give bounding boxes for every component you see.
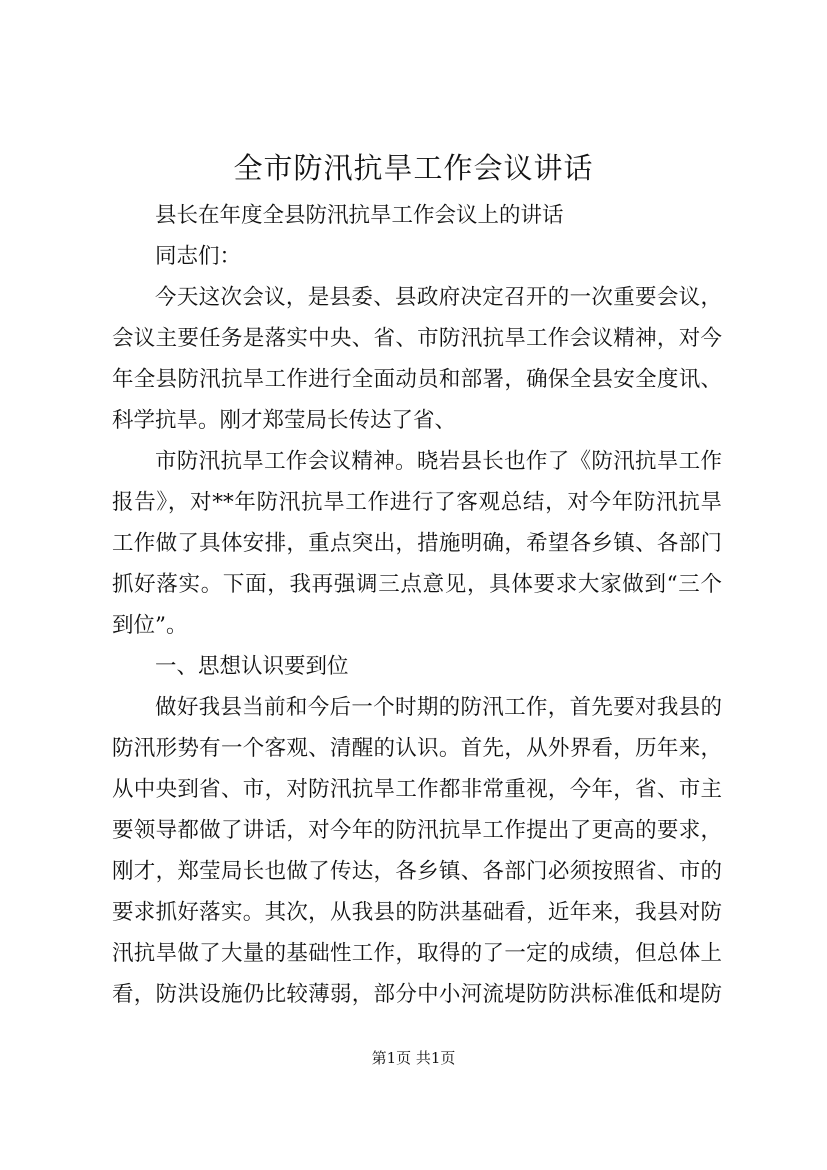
text-line: 同志们： — [155, 244, 242, 269]
text-line: 今天这次会议，是县委、县政府决定召开的一次重要会议， — [155, 285, 722, 310]
text-line: 会议主要任务是落实中央、省、市防汛抗旱工作会议精神，对今 — [112, 326, 722, 351]
text-line: 从中央到省、市，对防汛抗旱工作都非常重视，今年，省、市主 — [112, 777, 722, 802]
text-line: 到位”。 — [112, 613, 188, 638]
document-title: 全市防汛抗旱工作会议讲话 — [233, 151, 594, 185]
page-footer: 第1页 共1页 — [371, 1049, 456, 1067]
text-line: 市防汛抗旱工作会议精神。晓岩县长也作了《防汛抗旱工作 — [155, 449, 722, 474]
text-line: 科学抗旱。刚才郑莹局长传达了省、 — [112, 408, 457, 433]
text-line: 要领导都做了讲话，对今年的防汛抗旱工作提出了更高的要求， — [112, 818, 722, 843]
text-line: 刚才，郑莹局长也做了传达，各乡镇、各部门必须按照省、市的 — [112, 859, 722, 884]
text-line: 看，防洪设施仍比较薄弱，部分中小河流堤防防洪标准低和堤防 — [112, 982, 722, 1007]
text-line: 一、思想认识要到位 — [155, 654, 349, 679]
text-line: 工作做了具体安排，重点突出，措施明确，希望各乡镇、各部门 — [112, 531, 722, 556]
text-line: 年全县防汛抗旱工作进行全面动员和部署，确保全县安全度讯、 — [112, 367, 722, 392]
document-body — [112, 195, 722, 1015]
text-line: 报告》，对**年防汛抗旱工作进行了客观总结，对今年防汛抗旱 — [112, 490, 722, 515]
text-line: 做好我县当前和今后一个时期的防汛工作，首先要对我县的 — [155, 695, 722, 720]
text-line: 县长在年度全县防汛抗旱工作会议上的讲话 — [155, 203, 564, 228]
text-line: 汛抗旱做了大量的基础性工作，取得的了一定的成绩，但总体上 — [112, 941, 722, 966]
text-line: 要求抓好落实。其次，从我县的防洪基础看，近年来，我县对防 — [112, 900, 722, 925]
text-line: 抓好落实。下面，我再强调三点意见，具体要求大家做到“三个 — [112, 572, 722, 597]
text-line: 防汛形势有一个客观、清醒的认识。首先，从外界看，历年来， — [112, 736, 722, 761]
